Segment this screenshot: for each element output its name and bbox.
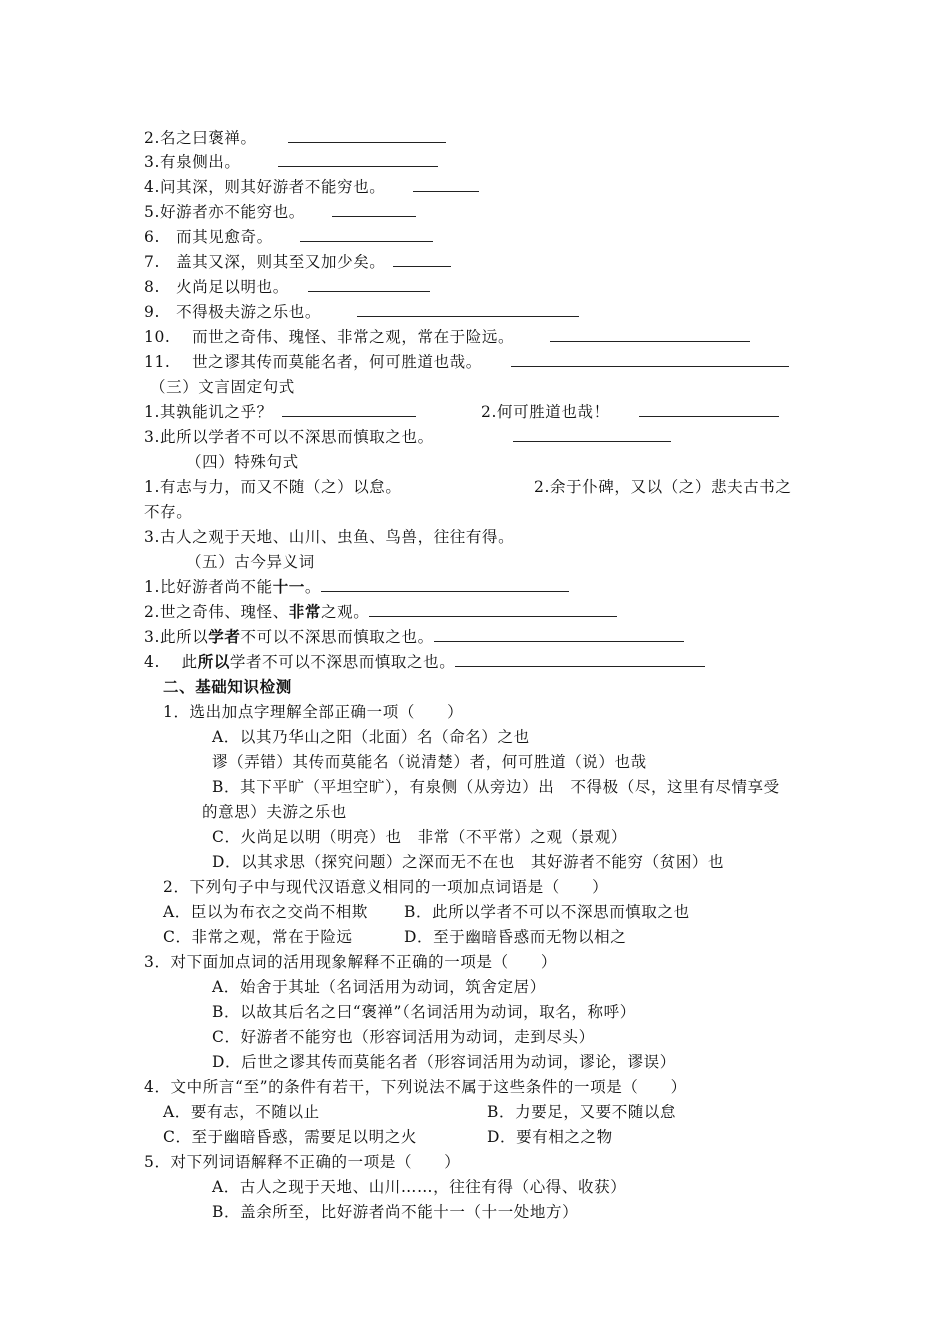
idiom-text: 4.问其深，则其好游者不能穷也。 <box>144 178 386 196</box>
q3-option: A．始舍于其址（名词活用为动词，筑舍定居） <box>212 978 546 996</box>
answer-blank[interactable] <box>308 278 430 292</box>
answer-blank[interactable] <box>511 353 789 367</box>
q1-line: C．火尚足以明（明亮）也 非常（不平常）之观（景观） <box>212 828 627 846</box>
fixed-item-1 <box>144 402 416 422</box>
gujin-keyword: 学者 <box>208 627 241 646</box>
idiom-item-7 <box>144 252 451 272</box>
idiom-item-8 <box>144 277 430 297</box>
answer-blank[interactable] <box>321 578 569 592</box>
gujin-text: 之观。 <box>321 603 370 621</box>
idiom-item-9 <box>144 302 579 322</box>
special-item-1: 1.有志与力，而又不随（之）以怠。 <box>144 478 402 496</box>
q3-stem: 3．对下面加点词的活用现象解释不正确的一项是（ ） <box>144 953 557 971</box>
q5-option: A．古人之现于天地、山川……，往往有得（心得、收获） <box>212 1178 627 1196</box>
q1-line: A．以其乃华山之阳（北面）名（命名）之也 <box>212 728 530 746</box>
q2-option-a: A．臣以为布衣之交尚不相欺 <box>163 903 368 921</box>
answer-blank[interactable] <box>413 178 479 192</box>
idiom-item-10 <box>144 327 750 347</box>
section-heading-special: （四）特殊句式 <box>186 453 299 471</box>
gujin-keyword: 十一 <box>272 577 305 596</box>
q4-option-c: C．至于幽暗昏惑，需要足以明之火 <box>163 1128 417 1146</box>
idiom-item-5 <box>144 202 416 222</box>
gujin-text: 1.比好游者尚不能 <box>144 578 273 596</box>
special-item-2-cont: 不存。 <box>144 503 193 521</box>
answer-blank[interactable] <box>393 253 451 267</box>
gujin-item-2 <box>144 602 617 622</box>
fixed-text: 2.何可胜道也哉！ <box>481 403 610 421</box>
q2-option-c: C．非常之观，常在于险远 <box>163 928 353 946</box>
gujin-item-1 <box>144 577 569 597</box>
answer-blank[interactable] <box>288 129 446 143</box>
gujin-text: 学者不可以不深思而慎取之也。 <box>229 653 456 671</box>
answer-blank[interactable] <box>282 403 416 417</box>
answer-blank[interactable] <box>369 603 617 617</box>
idiom-item-4 <box>144 177 479 197</box>
answer-blank[interactable] <box>550 328 750 342</box>
idiom-text: 5.好游者亦不能穷也。 <box>144 203 305 221</box>
idiom-text: 3.有泉侧出。 <box>144 153 241 171</box>
q4-option-b: B．力要足，又要不随以怠 <box>487 1103 677 1121</box>
q2-option-d: D．至于幽暗昏惑而无物以相之 <box>404 928 627 946</box>
idiom-item-11 <box>144 352 789 372</box>
idiom-text: 10. 而世之奇伟、瑰怪、非常之观，常在于险远。 <box>144 328 515 346</box>
q1-line: 的意思）夫游之乐也 <box>202 803 347 821</box>
section-heading-fixed: （三）文言固定句式 <box>150 378 295 396</box>
idiom-item-6 <box>144 227 433 247</box>
idiom-item-3 <box>144 152 438 172</box>
idiom-text: 9. 不得极夫游之乐也。 <box>144 303 321 321</box>
q5-stem: 5．对下列词语解释不正确的一项是（ ） <box>144 1153 461 1171</box>
answer-blank[interactable] <box>278 153 438 167</box>
q4-stem: 4．文中所言“至”的条件有若干，下列说法不属于这些条件的一项是（ ） <box>144 1078 687 1096</box>
idiom-text: 2.名之曰褒禅。 <box>144 129 257 147</box>
answer-blank[interactable] <box>513 428 671 442</box>
fixed-item-3 <box>144 427 671 447</box>
q1-line: D．以其求思（探究问题）之深而无不在也 其好游者不能穷（贫困）也 <box>212 853 725 871</box>
q2-option-b: B．此所以学者不可以不深思而慎取之也 <box>404 903 690 921</box>
idiom-text: 8. 火尚足以明也。 <box>144 278 289 296</box>
gujin-item-4 <box>144 652 705 672</box>
q4-option-a: A．要有志，不随以止 <box>163 1103 320 1121</box>
section-heading-gujin: （五）古今异义词 <box>186 553 315 571</box>
q1-stem: 1．选出加点字理解全部正确一项（ ） <box>163 703 464 721</box>
answer-blank[interactable] <box>455 653 705 667</box>
answer-blank[interactable] <box>434 628 684 642</box>
q1-line: B．其下平旷（平坦空旷），有泉侧（从旁边）出 不得极（尽，这里有尽情享受 <box>212 778 780 796</box>
idiom-item-2 <box>144 128 446 148</box>
gujin-keyword: 非常 <box>288 602 321 621</box>
answer-blank[interactable] <box>332 203 416 217</box>
gujin-text: 4. 此 <box>144 653 198 671</box>
answer-blank[interactable] <box>357 303 579 317</box>
answer-blank[interactable] <box>300 228 433 242</box>
q3-option: D．后世之谬其传而莫能名者（形容词活用为动词，谬论，谬误） <box>212 1053 676 1071</box>
section-heading-test: 二、基础知识检测 <box>163 677 292 696</box>
gujin-text: 。 <box>304 578 322 596</box>
special-item-2: 2.余于仆碑，又以（之）悲夫古书之 <box>534 478 792 496</box>
gujin-text: 2.世之奇伟、瑰怪、 <box>144 603 289 621</box>
special-item-3: 3.古人之观于天地、山川、虫鱼、鸟兽，往往有得。 <box>144 528 515 546</box>
q1-line: 谬（弄错）其传而莫能名（说清楚）者，何可胜道（说）也哉 <box>212 753 647 771</box>
fixed-text: 1.其孰能讥之乎？ <box>144 403 273 421</box>
gujin-text: 3.此所以 <box>144 628 209 646</box>
q3-option: B．以故其后名之曰“褒禅”（名词活用为动词，取名，称呼） <box>212 1003 636 1021</box>
gujin-text: 不可以不深思而慎取之也。 <box>240 628 434 646</box>
idiom-text: 11. 世之谬其传而莫能名者，何可胜道也哉。 <box>144 353 482 371</box>
q2-stem: 2．下列句子中与现代汉语意义相同的一项加点词语是（ ） <box>163 878 609 896</box>
gujin-item-3 <box>144 627 684 647</box>
q5-option: B．盖余所至，比好游者尚不能十一（十一处地方） <box>212 1203 579 1221</box>
q4-option-d: D．要有相之之物 <box>487 1128 613 1146</box>
q3-option: C．好游者不能穷也（形容词活用为动词，走到尽头） <box>212 1028 595 1046</box>
answer-blank[interactable] <box>639 403 779 417</box>
fixed-item-2 <box>481 402 779 422</box>
gujin-keyword: 所以 <box>197 652 230 671</box>
idiom-text: 6. 而其见愈奇。 <box>144 228 273 246</box>
fixed-text: 3.此所以学者不可以不深思而慎取之也。 <box>144 428 434 446</box>
idiom-text: 7. 盖其又深，则其至又加少矣。 <box>144 253 386 271</box>
